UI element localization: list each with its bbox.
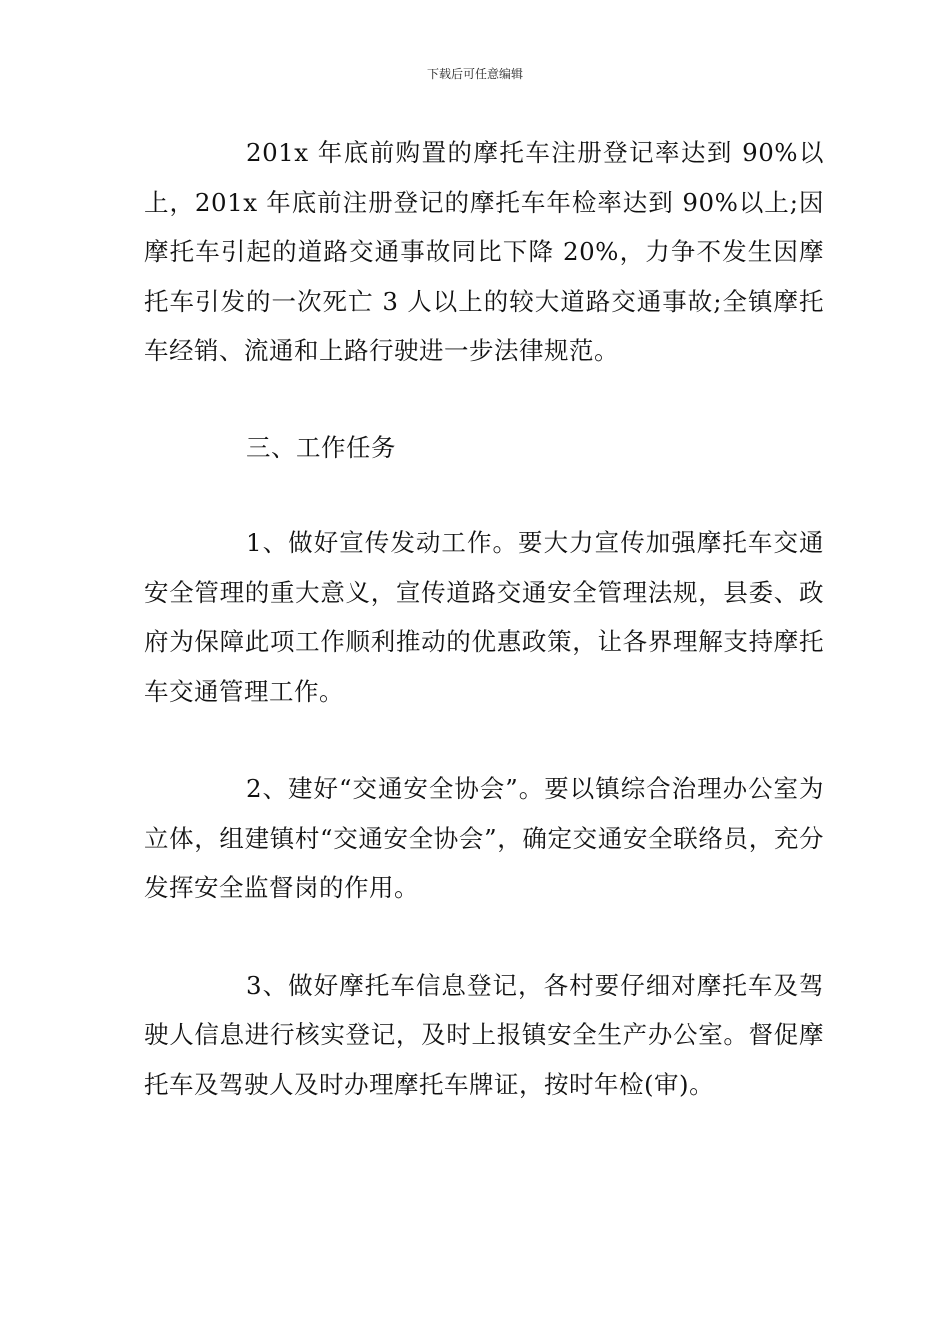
paragraph-goal: 201x 年底前购置的摩托车注册登记率达到 90%以上，201x 年底前注册登记的摩托车年检率达到 90%以上;因摩托车引起的道路交通事故同比下降 20%，力争不发生因摩托车引发的一次死亡 3 人以上的较大道路交通事故;全镇摩托车经销、流通和上路行驶进一步法律规范。	[144, 138, 824, 365]
paragraph-task-2: 2、建好“交通安全协会”。要以镇综合治理办公室为立体，组建镇村“交通安全协会”，确定交通安全联络员，充分发挥安全监督岗的作用。	[144, 774, 824, 902]
paragraph-task-3: 3、做好摩托车信息登记，各村要仔细对摩托车及驾驶人信息进行核实登记，及时上报镇安全生产办公室。督促摩托车及驾驶人及时办理摩托车牌证，按时年检(审)。	[144, 970, 824, 1099]
document-body	[144, 128, 824, 1109]
paragraph-task-1: 1、做好宣传发动工作。要大力宣传加强摩托车交通安全管理的重大意义，宣传道路交通安全管理法规，县委、政府为保障此项工作顺利推动的优惠政策，让各界理解支持摩托车交通管理工作。	[144, 528, 824, 706]
section-heading: 三、工作任务	[246, 432, 396, 462]
page-header-note: 下载后可任意编辑	[426, 67, 523, 81]
